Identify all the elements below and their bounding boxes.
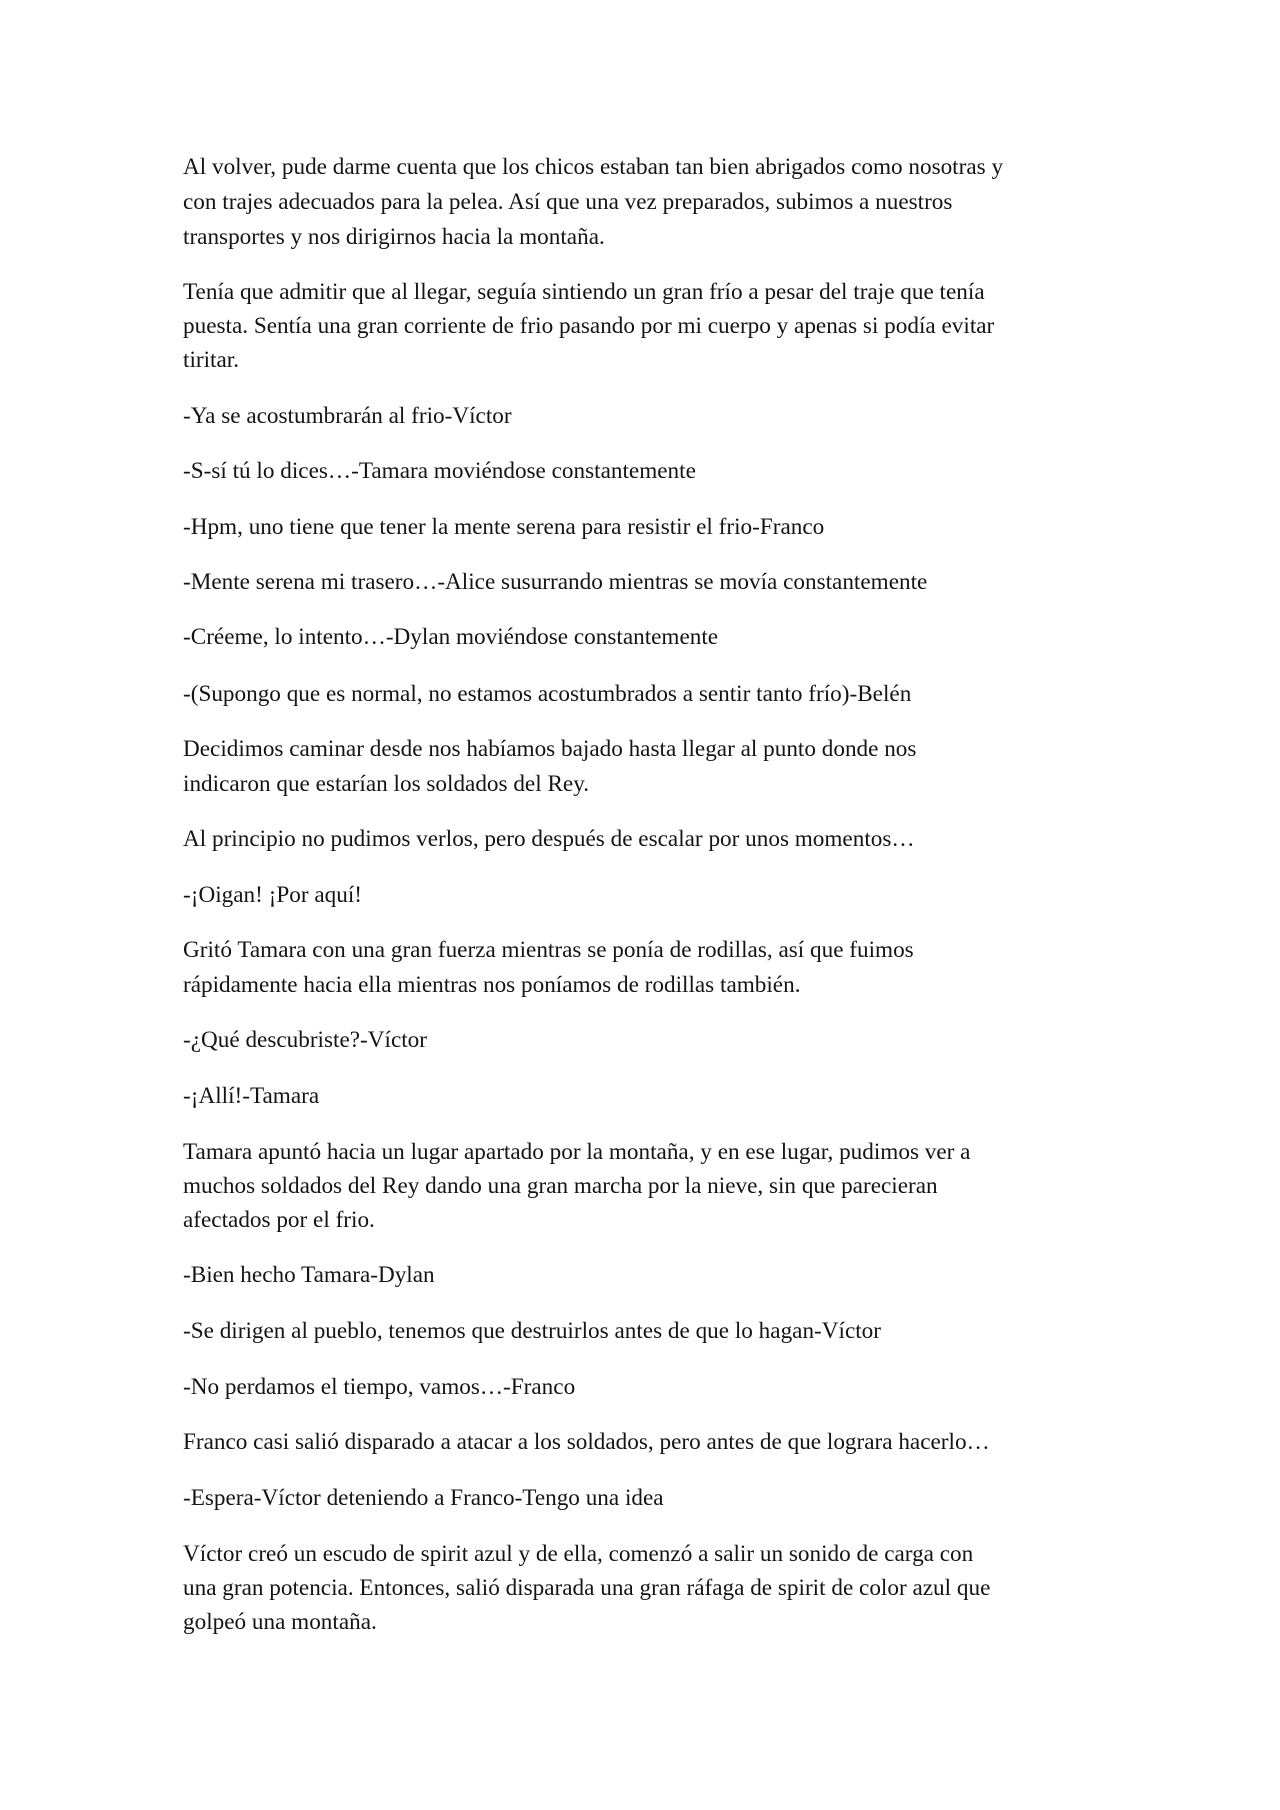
text-line: Al principio no pudimos verlos, pero después de escalar por unos momentos… — [183, 826, 915, 852]
text-line: con trajes adecuados para la pelea. Así que una vez preparados, subimos a nuestros — [183, 189, 953, 215]
dialogue-line: -Se dirigen al pueblo, tenemos que destruirlos antes de que lo hagan-Víctor — [183, 1318, 882, 1344]
text-line: Al volver, pude darme cuenta que los chicos estaban tan bien abrigados como nosotras y — [183, 154, 1004, 180]
dialogue-line: -Ya se acostumbrarán al frio-Víctor — [183, 403, 512, 429]
text-line: puesta. Sentía una gran corriente de frio pasando por mi cuerpo y apenas si podía evitar — [183, 313, 995, 339]
text-line: Decidimos caminar desde nos habíamos bajado hasta llegar al punto donde nos — [183, 736, 917, 762]
dialogue-line: -¡Allí!-Tamara — [183, 1083, 320, 1109]
dialogue-line: -Espera-Víctor deteniendo a Franco-Tengo una idea — [183, 1485, 664, 1511]
text-line: una gran potencia. Entonces, salió disparada una gran ráfaga de spirit de color azul que — [183, 1575, 991, 1601]
dialogue-line: -Bien hecho Tamara-Dylan — [183, 1262, 435, 1288]
text-line: golpeó una montaña. — [183, 1609, 377, 1635]
text-line: Tenía que admitir que al llegar, seguía sintiendo un gran frío a pesar del traje que tenía — [183, 279, 985, 305]
text-line: tiritar. — [183, 347, 240, 373]
dialogue-line: -Créeme, lo intento…-Dylan moviéndose constantemente — [183, 624, 719, 650]
text-line: rápidamente hacia ella mientras nos poníamos de rodillas también. — [183, 972, 801, 998]
dialogue-line: -No perdamos el tiempo, vamos…-Franco — [183, 1374, 576, 1400]
dialogue-line: -(Supongo que es normal, no estamos acostumbrados a sentir tanto frío)-Belén — [183, 681, 912, 707]
text-line: muchos soldados del Rey dando una gran marcha por la nieve, sin que parecieran — [183, 1173, 938, 1199]
text-line: afectados por el frio. — [183, 1207, 375, 1233]
dialogue-line: -¡Oigan! ¡Por aquí! — [183, 882, 363, 908]
text-line: indicaron que estarían los soldados del Rey. — [183, 771, 590, 797]
dialogue-line: -Hpm, uno tiene que tener la mente serena para resistir el frio-Franco — [183, 514, 825, 540]
dialogue-line: -S-sí tú lo dices…-Tamara moviéndose constantemente — [183, 458, 696, 484]
text-line: Víctor creó un escudo de spirit azul y de ella, comenzó a salir un sonido de carga con — [183, 1541, 974, 1567]
text-line: Franco casi salió disparado a atacar a los soldados, pero antes de que lograra hacerlo… — [183, 1429, 990, 1455]
text-line: Tamara apuntó hacia un lugar apartado por la montaña, y en ese lugar, pudimos ver a — [183, 1139, 971, 1165]
dialogue-line: -Mente serena mi trasero…-Alice susurrando mientras se movía constantemente — [183, 569, 928, 595]
text-line: Gritó Tamara con una gran fuerza mientras se ponía de rodillas, así que fuimos — [183, 937, 914, 963]
dialogue-line: -¿Qué descubriste?-Víctor — [183, 1027, 428, 1053]
text-line: transportes y nos dirigirnos hacia la montaña. — [183, 224, 605, 250]
